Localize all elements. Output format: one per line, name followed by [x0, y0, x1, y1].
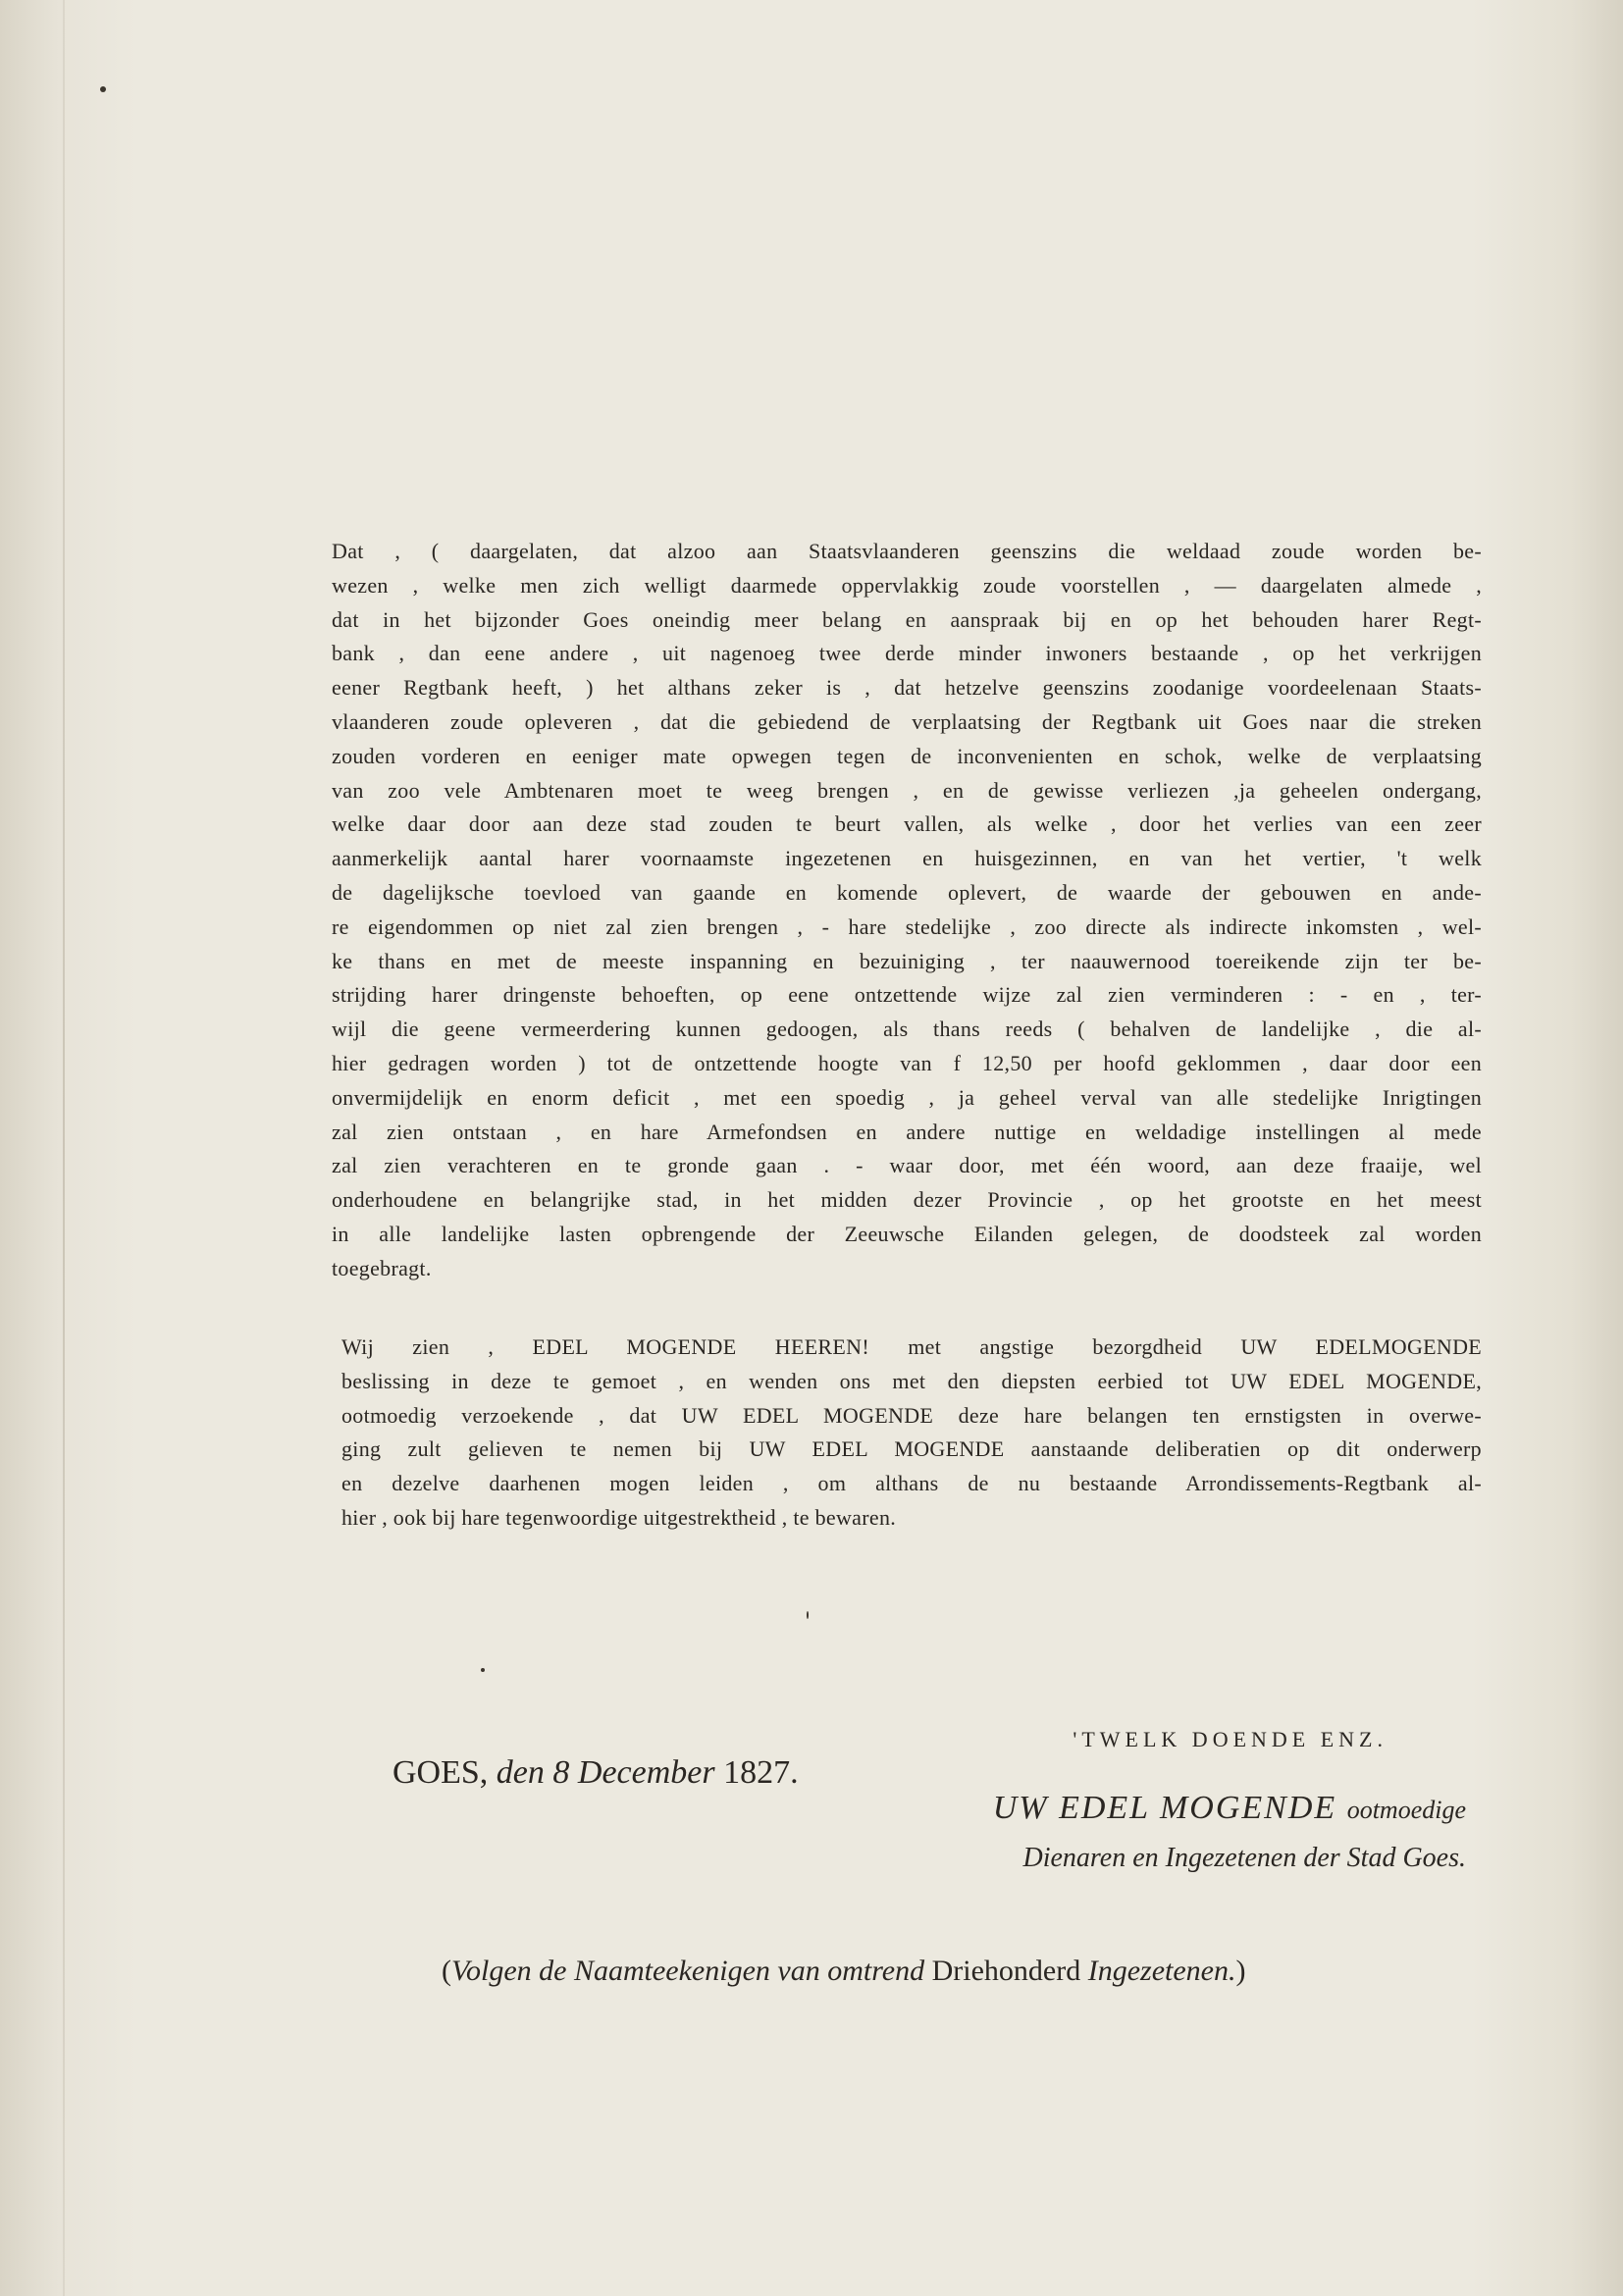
petition-paragraph-1	[332, 535, 1482, 1286]
text-line: zal zien verachteren en te gronde gaan . - waar door, met één woord, aan deze fraaije, wel	[332, 1153, 1482, 1178]
text-line: wijl die geene vermeerdering kunnen gedoogen, als thans reeds ( behalven de landelijke , die al-	[332, 1017, 1482, 1042]
signature-main: UW EDEL MOGENDE	[992, 1790, 1337, 1826]
note-part-2: Driehonderd	[931, 1955, 1081, 1987]
place-and-date	[393, 1754, 799, 1792]
place: GOES,	[393, 1754, 489, 1791]
note-part-1: Volgen de Naamteekenigen van omtrend	[451, 1955, 925, 1987]
signature-suffix: ootmoedige	[1346, 1796, 1466, 1824]
year: 1827.	[723, 1754, 799, 1791]
signature-line-1	[993, 1790, 1466, 1827]
text-line: welke daar door aan deze stad zouden te beurt vallen, als welke , door het verlies van een zeer	[332, 811, 1482, 837]
text-line: ging zult gelieven te nemen bij UW EDEL MOGENDE aanstaande deliberatien op dit onderwerp	[341, 1436, 1482, 1462]
text-line: van zoo vele Ambtenaren moet te weeg brengen , en de gewisse verliezen ,ja geheelen ondergang,	[332, 777, 1482, 803]
text-line: zal zien ontstaan , en hare Armefondsen en andere nuttige en weldadige instellingen al mede	[332, 1119, 1482, 1144]
paren-close: )	[1235, 1955, 1246, 1987]
closing-formula: 'TWELK DOENDE ENZ.	[1073, 1727, 1387, 1751]
text-line: de dagelijksche toevloed van gaande en komende oplevert, de waarde der gebouwen en ande-	[332, 879, 1482, 905]
text-line: en dezelve daarhenen mogen leiden , om althans de nu bestaande Arrondissements-Regtbank al-	[341, 1471, 1482, 1496]
text-line: strijding harer dringenste behoeften, op eene ontzettende wijze zal zien verminderen : - en , ter-	[332, 982, 1482, 1008]
ink-speck	[100, 86, 106, 92]
binding-gutter	[63, 0, 65, 2296]
text-line: ootmoedig verzoekende , dat UW EDEL MOGENDE deze hare belangen ten ernstigsten in overwe-	[341, 1402, 1482, 1428]
note-part-3: Ingezetenen.	[1087, 1955, 1236, 1987]
petition-paragraph-2	[332, 1331, 1482, 1536]
text-line: re eigendommen op niet zal zien brengen , - hare stedelijke , zoo directe als indirecte inkomsten , wel-	[332, 913, 1482, 939]
text-line: zouden vorderen en eeniger mate opwegen tegen de inconvenienten en schok, welke de verplaatsing	[332, 743, 1482, 768]
text-line: wezen , welke men zich welligt daarmede oppervlakkig zoude voorstellen , — daargelaten almede ,	[332, 572, 1482, 598]
date: den 8 December	[496, 1754, 715, 1791]
signatures-note	[442, 1955, 1245, 1988]
text-line: aanmerkelijk aantal harer voornaamste ingezetenen en huisgezinnen, en van het vertier, 't welk	[332, 846, 1482, 871]
text-line: Dat , ( daargelaten, dat alzoo aan Staatsvlaanderen geenszins die weldaad zoude worden be-	[332, 539, 1482, 563]
text-line: dat in het bijzonder Goes oneindig meer belang en aanspraak bij en op het behouden harer Regt-	[332, 606, 1482, 632]
ink-speck	[807, 1611, 809, 1619]
text-line: hier gedragen worden ) tot de ontzettende hoogte van f 12,50 per hoofd geklommen , daar door een	[332, 1050, 1482, 1075]
text-line: in alle landelijke lasten opbrengende der Zeeuwsche Eilanden gelegen, de doodsteek zal worden	[332, 1221, 1482, 1246]
paren-open: (	[442, 1955, 451, 1987]
text-line: hier , ook bij hare tegenwoordige uitgestrektheid , te bewaren.	[341, 1504, 897, 1530]
ink-speck	[481, 1668, 485, 1672]
text-line: Wij zien , EDEL MOGENDE HEEREN! met angstige bezorgdheid UW EDELMOGENDE	[341, 1334, 1482, 1359]
text-line: vlaanderen zoude opleveren , dat die gebiedend de verplaatsing der Regtbank uit Goes naar die streken	[332, 708, 1482, 734]
text-line: toegebragt.	[332, 1255, 432, 1280]
text-line: onderhoudene en belangrijke stad, in het midden dezer Provincie , op het grootste en het meest	[332, 1187, 1482, 1213]
text-line: beslissing in deze te gemoet , en wenden ons met den diepsten eerbied tot UW EDEL MOGENDE,	[341, 1368, 1482, 1393]
text-line: ke thans en met de meeste inspanning en bezuiniging , ter naauwernood toereikende zijn ter be-	[332, 948, 1482, 973]
signature-line-2: Dienaren en Ingezetenen der Stad Goes.	[1022, 1843, 1466, 1873]
text-line: bank , dan eene andere , uit nagenoeg twee derde minder inwoners bestaande , op het verkrijgen	[332, 641, 1482, 666]
text-line: eener Regtbank heeft, ) het althans zeker is , dat hetzelve geenszins zoodanige voordeelenaan Staats-	[332, 675, 1482, 701]
text-line: onvermijdelijk en enorm deficit , met een spoedig , ja geheel verval van alle stedelijke Inrigtingen	[332, 1084, 1482, 1110]
